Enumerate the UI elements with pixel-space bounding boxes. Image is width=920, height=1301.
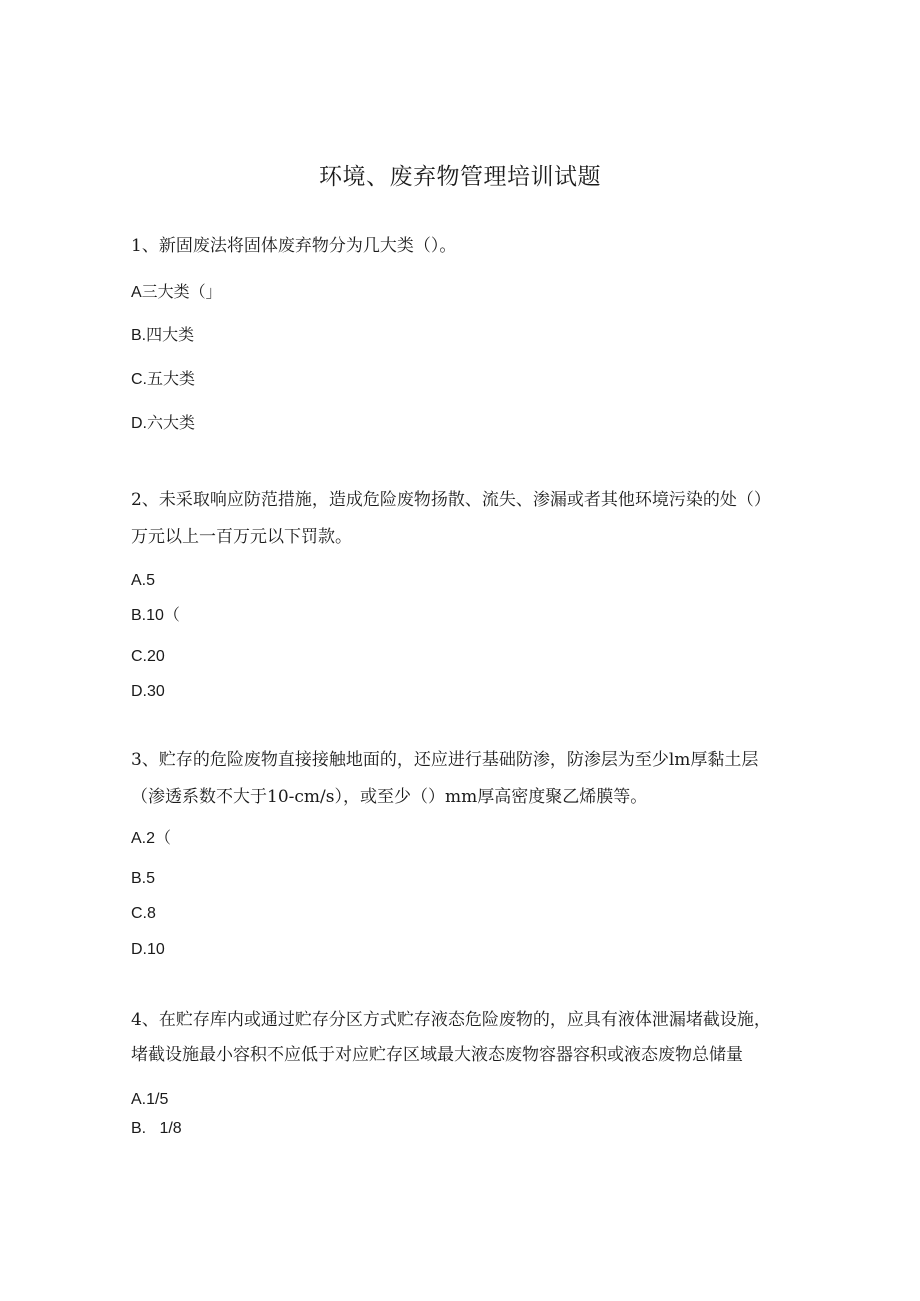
- option-c: C.8: [131, 905, 156, 922]
- question-text-continued: （渗透系数不大于10-cm/s），或至少（）mm厚高密度聚乙烯膜等。: [131, 787, 648, 807]
- question-text-continued: 万元以上一百万元以下罚款。: [131, 527, 352, 547]
- question-text: 2、未采取响应防范措施，造成危险废物扬散、流失、渗漏或者其他环境污染的处（）: [131, 490, 771, 510]
- option-b: B.四大类: [131, 327, 195, 344]
- option-d: D.六大类: [131, 415, 196, 432]
- option-c: C.五大类: [131, 371, 196, 388]
- option-b: B.5: [131, 870, 156, 887]
- document-title: 环境、废弃物管理培训试题: [319, 164, 601, 190]
- option-b: B.10（: [131, 607, 180, 624]
- option-b: B. 1/8: [131, 1120, 182, 1137]
- question-text: 1、新固废法将固体废弃物分为几大类（）。: [131, 236, 457, 256]
- question-text: 4、在贮存库内或通过贮存分区方式贮存液态危险废物的，应具有液体泄漏堵截设施，: [131, 1010, 771, 1030]
- option-a: A.5: [131, 572, 156, 589]
- option-c: C.20: [131, 648, 165, 665]
- option-a: A.2（: [131, 830, 172, 847]
- option-a: A三大类（」: [131, 284, 222, 301]
- option-d: D.10: [131, 941, 165, 958]
- option-a: A.1/5: [131, 1091, 169, 1108]
- question-text-continued: 堵截设施最小容积不应低于对应贮存区域最大液态废物容器容积或液态废物总储量: [131, 1045, 743, 1065]
- question-text: 3、贮存的危险废物直接接触地面的，还应进行基础防渗，防渗层为至少lm厚黏土层: [131, 750, 759, 770]
- option-d: D.30: [131, 683, 165, 700]
